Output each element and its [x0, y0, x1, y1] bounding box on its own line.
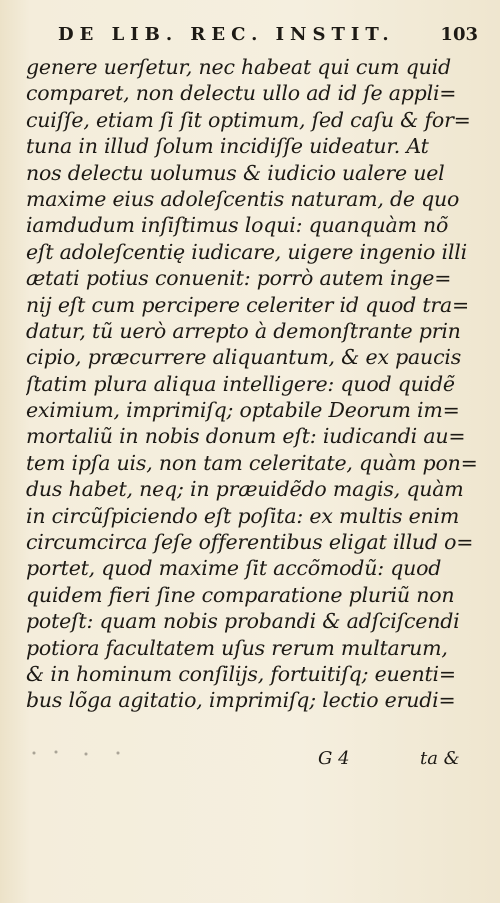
text-line: ſtatim plura aliqua intelligere: quod quidẽ [26, 371, 455, 396]
text-line: poteſt: quam nobis probandi & adſciſcendi [26, 609, 460, 634]
text-line: portet, quod maxime ſit accõmodũ: quod [26, 556, 442, 581]
text-line: mortaliũ in nobis donum eſt: iudicandi au= [26, 424, 466, 449]
text-line: cuiſſe, etiam ſi ſit optimum, ſed caſu & for= [26, 107, 471, 132]
text-line: potiora facultatem uſus rerum multarum, [26, 635, 448, 660]
text-line: genere uerſetur, nec habeat qui cum quid [26, 55, 451, 79]
text-line: & in hominum conſilijs, fortuitiſq; euenti= [26, 661, 456, 686]
text-line: tem ipſa uis, non tam celeritate, quàm pon= [26, 450, 478, 475]
running-head: DE LIB. REC. INSTIT. [58, 24, 395, 45]
text-line: comparet, non delectu ullo ad id ſe appli= [26, 81, 457, 106]
body-text [26, 54, 480, 714]
text-line: bus lõga agitatio, imprimiſq; lectio erudi= [26, 688, 456, 713]
text-line: ætati potius conuenit: porrò autem inge= [26, 266, 452, 291]
text-line: cipio, præcurrere aliquantum, & ex paucis [26, 345, 462, 370]
catchword: ta & [420, 748, 460, 769]
text-line: quidem fieri ſine comparatione pluriũ non [26, 582, 455, 607]
page-header [58, 24, 478, 52]
text-line: in circũſpiciendo eſt poſita: ex multis enim [26, 503, 460, 528]
text-line: eximium, imprimiſq; optabile Deorum im= [26, 398, 460, 423]
text-line: nos delectu uolumus & iudicio ualere uel [26, 160, 445, 185]
page-number: 103 [440, 24, 478, 45]
text-line: maxime eius adoleſcentis naturam, de quo [26, 186, 460, 211]
text-line: dus habet, neq; in præuidẽdo magis, quàm [26, 477, 464, 502]
text-line: nij eſt cum percipere celeriter id quod tra= [26, 292, 470, 317]
text-line: iamdudum inſiſtimus loqui: quanquàm nõ [26, 213, 449, 238]
text-line: eſt adoleſcentię iudicare, uigere ingenio illi [26, 239, 467, 264]
text-line: tuna in illud ſolum incidiſſe uideatur. At [26, 134, 429, 159]
ink-specks [26, 748, 146, 758]
signature-mark: G 4 [318, 748, 350, 769]
text-line: circumcirca ſeſe offerentibus eligat illud o= [26, 530, 474, 555]
text-line: datur, tũ uerò arrepto à demonſtrante prin [26, 318, 461, 343]
